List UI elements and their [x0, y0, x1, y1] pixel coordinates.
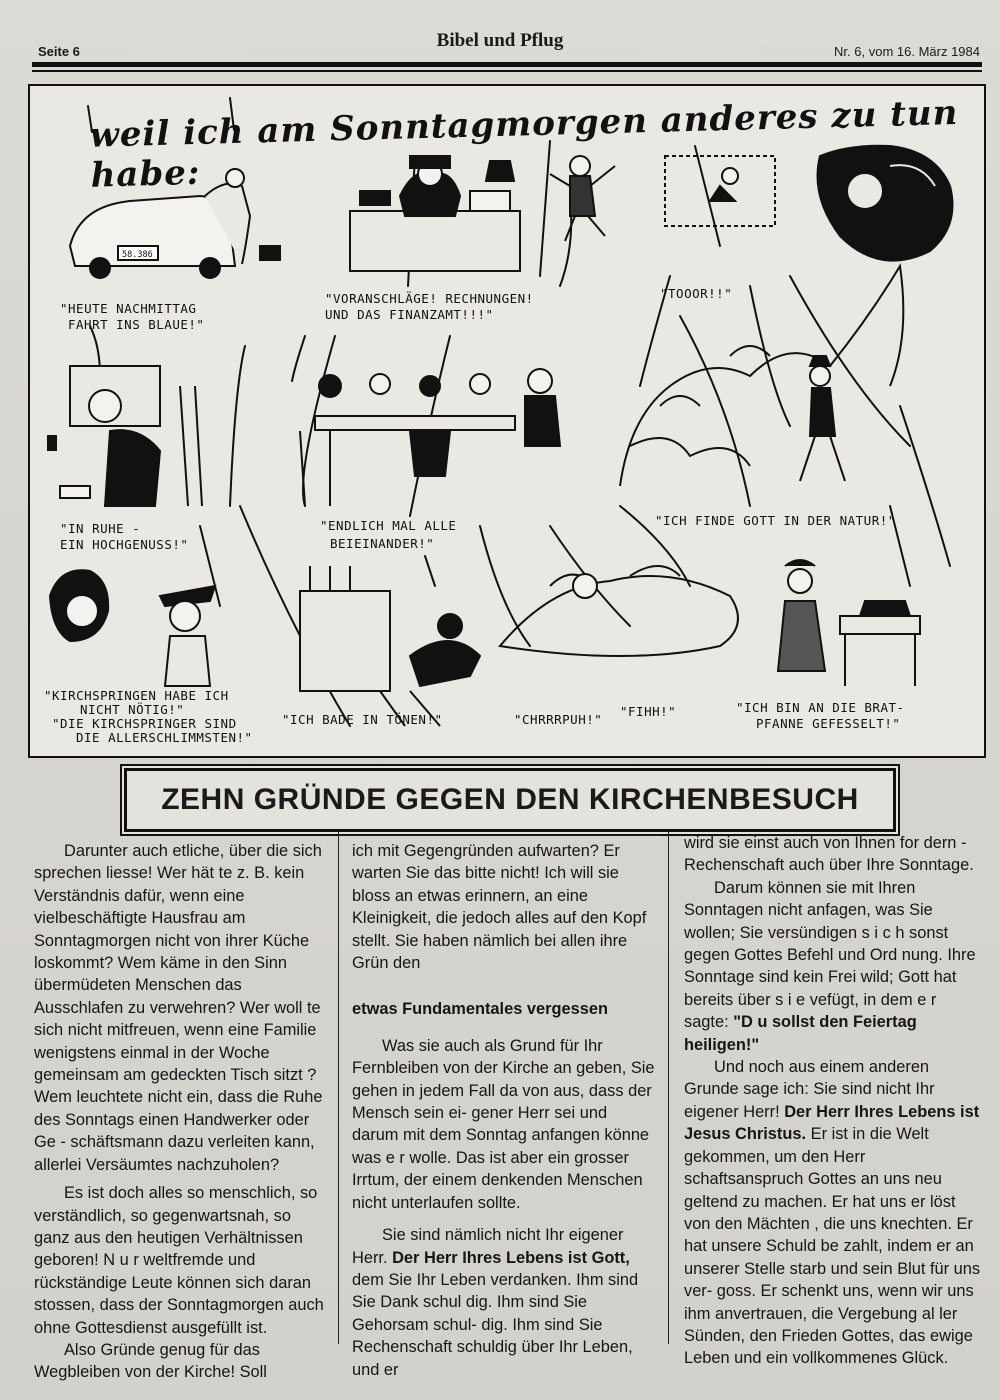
paragraph: Darunter auch etliche, über die sich sprechen liesse! Wer hät te z. B. kein Verständnis dafür, wenn eine vielbeschäftigte Hausfrau am Sonntagmorgen nicht von ihrer Küche loskommt? Wem käme in den Sinn übermüdeten Menschen das Ausschlafen zu verwehren? Wer woll te sich nicht mitfreuen, wenn eine Familie wenigstens einmal in der Woche gemeinsam am gedeckten Tisch sitzt ? Wem leuchtete nicht ein, dass die Ruhe des Sonntags einen Handwerker oder Ge - schäftsmann dazu verleiten kann, allerlei Versäumtes nachzuholen?: [34, 842, 323, 1174]
caption-line: EIN HOCHGENUSS!": [60, 537, 189, 552]
caption-line: "KIRCHSPRINGEN HABE ICH: [44, 688, 229, 703]
column-divider: [668, 832, 669, 1344]
column-divider: [338, 832, 339, 1344]
caption-line: "FIHH!": [620, 704, 677, 719]
paragraph: [684, 877, 984, 1056]
paragraph: Was sie auch als Grund für Ihr Fernbleiben von der Kirche an geben, Sie gehen in jedem Fall da von aus, dass der Mensch sein ei- gener Herr sei und darum mit dem Sonntag anfangen könne was e r wolle. Das ist aber ein grosser Irrtum, der einem denkenden Menschen nicht unterlaufen sollte.: [352, 1036, 655, 1212]
caption-line: "TOOOR!!": [660, 286, 733, 301]
caption-line: UND DAS FINANZAMT!!!": [325, 307, 494, 322]
text-run: Darum können sie mit Ihren Sonntagen nicht anfagen, was Sie wollen; Sie versündigen s i c h sonst gegen Gottes Befehl und Ord nung. Ihre Sonntage sind kein Frei wild; Gott hat bereits über s i e vefügt, in dem e r sagte:: [684, 878, 976, 1032]
caption-line: "CHRRRPUH!": [514, 712, 603, 727]
paragraph: [684, 1056, 984, 1370]
caption-line: "ICH BADE IN TÖNEN!": [282, 712, 443, 727]
header-rule-thin: [32, 70, 982, 72]
caption-line: "ENDLICH MAL ALLE: [320, 518, 457, 533]
paragraph: wird sie einst auch von Ihnen for dern - Rechenschaft auch über Ihre Sonntage.: [684, 834, 974, 875]
cartoon-panel: [28, 84, 986, 758]
caption-line: "DIE KIRCHSPRINGER SIND: [52, 716, 237, 731]
subheading: etwas Fundamentales vergessen: [352, 1000, 608, 1019]
cartoon-headline: weil ich am Sonntagmorgen anderes zu tun habe:: [89, 92, 959, 196]
caption-line: NICHT NÖTIG!": [80, 702, 185, 717]
paragraph: Es ist doch alles so menschlich, so verständlich, so gegenwartsnah, so ganz aus den heutigen Verhältnissen geboren! N u r weltfremde und rückständige Leute können sich daran stossen, dass der Sonntagmorgen auch ohne Gottesdienst ausgefüllt ist.: [34, 1184, 324, 1337]
caption-line: "VORANSCHLÄGE! RECHNUNGEN!: [325, 291, 534, 306]
article-column-3: [684, 832, 984, 1370]
column-rule-top: [338, 835, 660, 836]
article-title: ZEHN GRÜNDE GEGEN DEN KIRCHENBESUCH: [161, 783, 859, 816]
caption-line: "IN RUHE -: [60, 521, 141, 536]
header-rule-thick: [32, 62, 982, 67]
caption-line: PFANNE GEFESSELT!": [756, 716, 901, 731]
text-run: Sie sind nämlich nicht Ihr eigener Herr.: [352, 1226, 624, 1267]
paragraph: Also Gründe genug für das Wegbleiben von der Kirche! Soll: [34, 1340, 267, 1382]
issue-info: Nr. 6, vom 16. März 1984: [834, 44, 980, 59]
caption-line: "ICH FINDE GOTT IN DER NATUR!": [655, 513, 896, 528]
text-run: dem Sie Ihr Leben verdanken. Ihm sind Sie Dank schul dig. Ihm sind Sie Gehorsam schul- dig. Ihm sind Sie Rechenschaft schuldig über Ihr Leben, und er: [352, 1270, 639, 1379]
article-column-2: [352, 840, 656, 1381]
paragraph: [352, 1224, 656, 1381]
article-column-1: [34, 840, 328, 1384]
caption-line: FAHRT INS BLAUE!": [68, 317, 205, 332]
license-plate-text: 58.386: [122, 250, 153, 260]
caption-line: BEIEINANDER!": [330, 536, 435, 551]
caption-line: "HEUTE NACHMITTAG: [60, 301, 197, 316]
emphasis-text: Der Herr Ihres Lebens ist Jesus Christus.: [684, 1102, 980, 1144]
caption-line: DIE ALLERSCHLIMMSTEN!": [76, 730, 253, 745]
emphasis-text: "D u sollst den Feiertag heiligen!": [684, 1013, 917, 1054]
text-run: Und noch aus einem anderen Grunde sage ich: Sie sind nicht Ihr eigener Herr!: [684, 1058, 935, 1121]
text-run: Er ist in die Welt gekommen, um den Herr schaftsanspruch Gottes an uns neu geltend zu machen. Er hat uns er löst von den Mächten , die uns knechten. Er hat unsere Schuld be zahlt, indem er an unserer Stelle starb und sein Blut für uns ver- goss. Er schenkt uns, wenn wir uns ihm anvertrauen, die Vergebung al ler Sünden, den Frieden Gottes, das ewige Leben und ein vollkommenes Glück.: [684, 1125, 981, 1368]
page-number: Seite 6: [38, 44, 80, 59]
publication-title: Bibel und Pflug: [436, 30, 564, 51]
caption-line: "ICH BIN AN DIE BRAT-: [736, 700, 905, 715]
emphasis-text: Der Herr Ihres Lebens ist Gott,: [392, 1248, 630, 1267]
article-title-box: [124, 768, 896, 832]
paragraph: ich mit Gegengründen aufwarten? Er warten Sie das bitte nicht! Ich will sie bloss an etwas erinnern, an eine Kleinigkeit, die jedoch alles auf den Kopf stellt. Sie haben nämlich bei allen ihre Grün den: [352, 842, 647, 973]
